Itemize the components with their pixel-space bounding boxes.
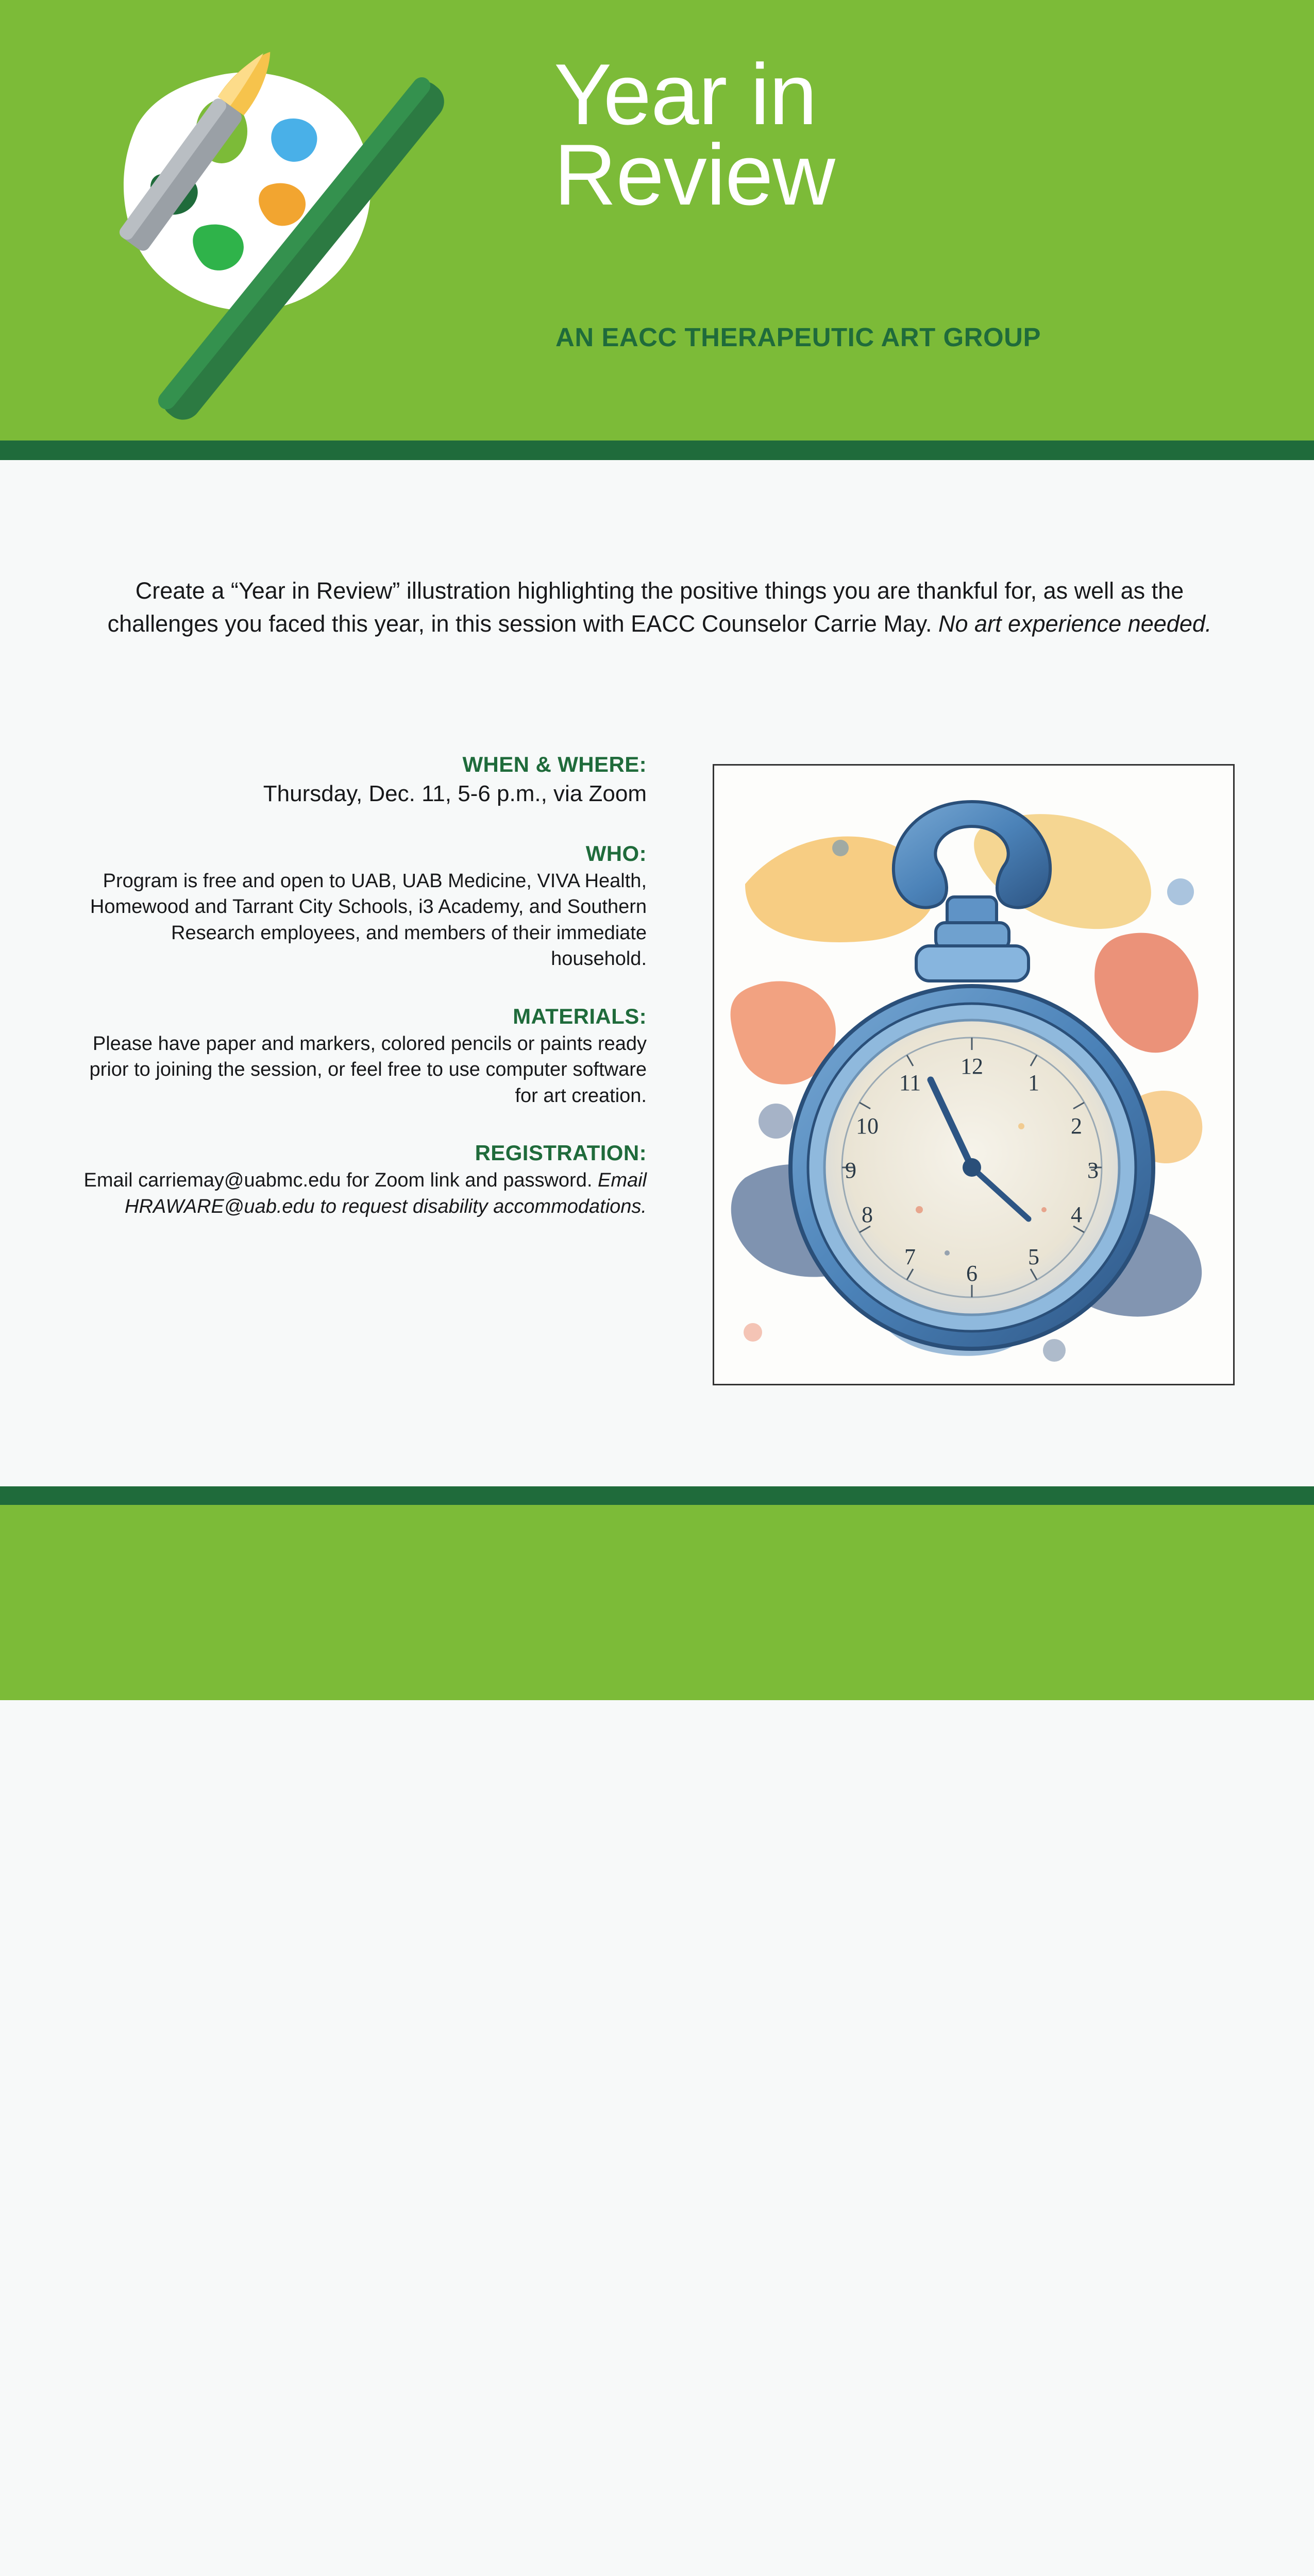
section-who: [72, 841, 647, 972]
section-registration: [72, 1141, 647, 1219]
section-body-registration: [72, 1167, 647, 1219]
section-body-materials: Please have paper and markers, colored pencils or paints ready prior to joining the session, or feel free to use computer software for art creation.: [89, 1032, 647, 1107]
page-title: [554, 46, 1275, 224]
section-heading-registration: REGISTRATION:: [475, 1141, 647, 1165]
intro-text-italic: No art experience needed.: [938, 610, 1212, 637]
registration-text-italic: Email HRAWARE@uab.edu to request disability accommodations.: [125, 1170, 647, 1217]
svg-text:11: 11: [899, 1070, 921, 1095]
svg-text:12: 12: [961, 1054, 983, 1079]
section-materials: [72, 1004, 647, 1109]
details-column: [72, 752, 647, 1240]
svg-text:9: 9: [845, 1158, 856, 1183]
svg-text:8: 8: [862, 1202, 873, 1227]
registration-text: Email carriemay@uabmc.edu for Zoom link and password.: [83, 1170, 598, 1192]
section-heading-materials: MATERIALS:: [513, 1004, 647, 1028]
svg-text:1: 1: [1028, 1070, 1039, 1095]
footer-divider-rule: [0, 1486, 1314, 1505]
page-title-line1: Year in: [554, 46, 817, 143]
svg-text:3: 3: [1087, 1158, 1099, 1183]
svg-text:4: 4: [1071, 1202, 1082, 1227]
paint-palette-with-brush-illustration: [52, 21, 546, 440]
header-divider-rule: [0, 440, 1314, 460]
svg-text:5: 5: [1028, 1244, 1039, 1269]
section-body-when-where: Thursday, Dec. 11, 5-6 p.m., via Zoom: [263, 781, 647, 806]
section-when-where: [72, 752, 647, 809]
section-heading-who: WHO:: [585, 841, 647, 866]
intro-text: Create a “Year in Review” illustration highlighting the positive things you are thankful for, as well as the challenges you faced this year, in this session with EACC Counselor Carrie May.: [107, 578, 1184, 637]
watercolor-pocket-watch-illustration: [713, 764, 1235, 1385]
page-subtitle: AN EACC THERAPEUTIC ART GROUP: [555, 323, 1041, 352]
svg-text:6: 6: [966, 1261, 978, 1286]
poster-header: [0, 0, 1314, 440]
page-title-line2: Review: [554, 126, 835, 224]
intro-paragraph: [90, 574, 1229, 640]
svg-text:7: 7: [904, 1244, 916, 1269]
section-heading-when-where: WHEN & WHERE:: [462, 752, 647, 776]
section-body-who: Program is free and open to UAB, UAB Medicine, VIVA Health, Homewood and Tarrant City Schools, i3 Academy, and Southern Research employees, and members of their immediate household.: [90, 870, 647, 970]
svg-text:2: 2: [1071, 1113, 1082, 1139]
svg-text:10: 10: [856, 1113, 879, 1139]
poster-footer: [0, 1505, 1314, 1700]
